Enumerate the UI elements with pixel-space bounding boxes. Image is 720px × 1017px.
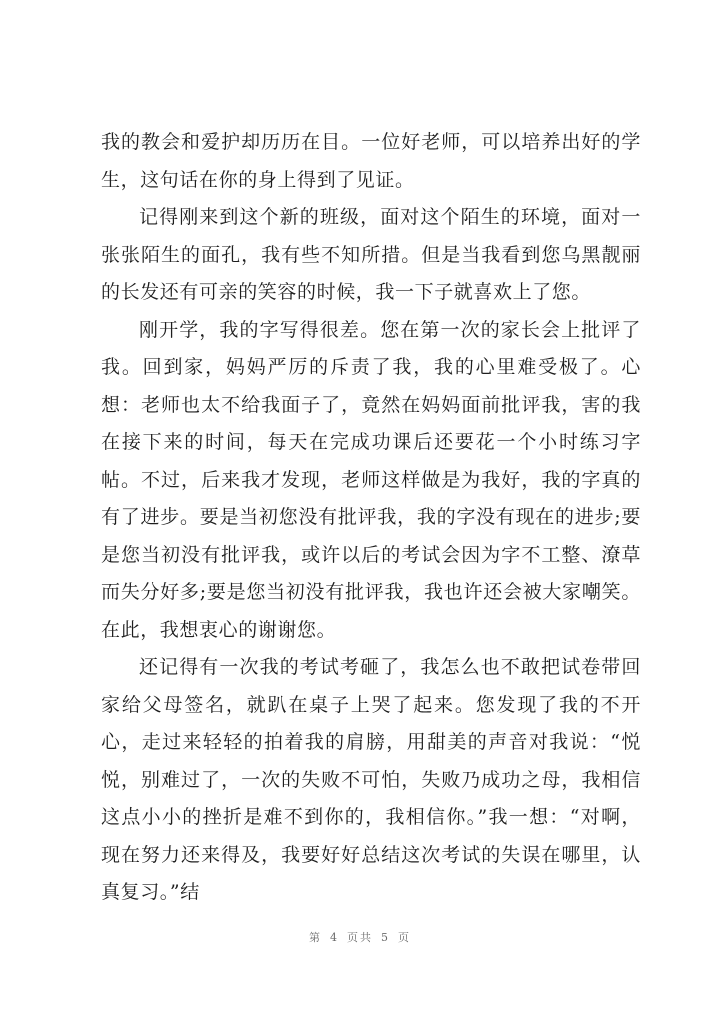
footer-page-suffix: 页 <box>398 931 411 944</box>
paragraph-3: 刚开学，我的字写得很差。您在第一次的家长会上批评了我。回到家，妈妈严厉的斥责了我，我的心里难受极了。心想：老师也太不给我面子了，竟然在妈妈面前批评我，害的我在接下来的时间，每天在完成功课后还要花一个小时练习字帖。不过，后来我才发现，老师这样做是为我好，我的字真的有了进步。要是当初您没有批评我，我的字没有现在的进步;要是您当初没有批评我，或许以后的考试会因为字不工整、潦草而失分好多;要是您当初没有批评我，我也许还会被大家嘲笑。在此，我想衷心的谢谢您。 <box>101 318 641 641</box>
body-text <box>101 124 641 912</box>
footer-total-pages: 5 <box>381 931 390 944</box>
paragraph-2: 记得刚来到这个新的班级，面对这个陌生的环境，面对一张张陌生的面孔，我有些不知所措。但是当我看到您乌黑靓丽的长发还有可亲的笑容的时候，我一下子就喜欢上了您。 <box>101 206 641 303</box>
paragraph-4: 还记得有一次我的考试考砸了，我怎么也不敢把试卷带回家给父母签名，就趴在桌子上哭了起来。您发现了我的不开心，走过来轻轻的拍着我的肩膀，用甜美的声音对我说：“悦悦，别难过了，一次的失败不可怕，失败乃成功之母，我相信这点小小的挫折是难不到你的，我相信你。”我一想：“对啊，现在努力还来得及，我要好好总结这次考试的失误在哪里，认真复习。”结 <box>101 656 641 903</box>
page-footer <box>0 929 720 945</box>
footer-page-prefix: 第 <box>309 931 322 944</box>
footer-current-page: 4 <box>330 931 339 944</box>
footer-page-mid: 页共 <box>347 931 373 944</box>
paragraph-1: 我的教会和爱护却历历在目。一位好老师，可以培养出好的学生，这句话在你的身上得到了见证。 <box>101 131 641 191</box>
